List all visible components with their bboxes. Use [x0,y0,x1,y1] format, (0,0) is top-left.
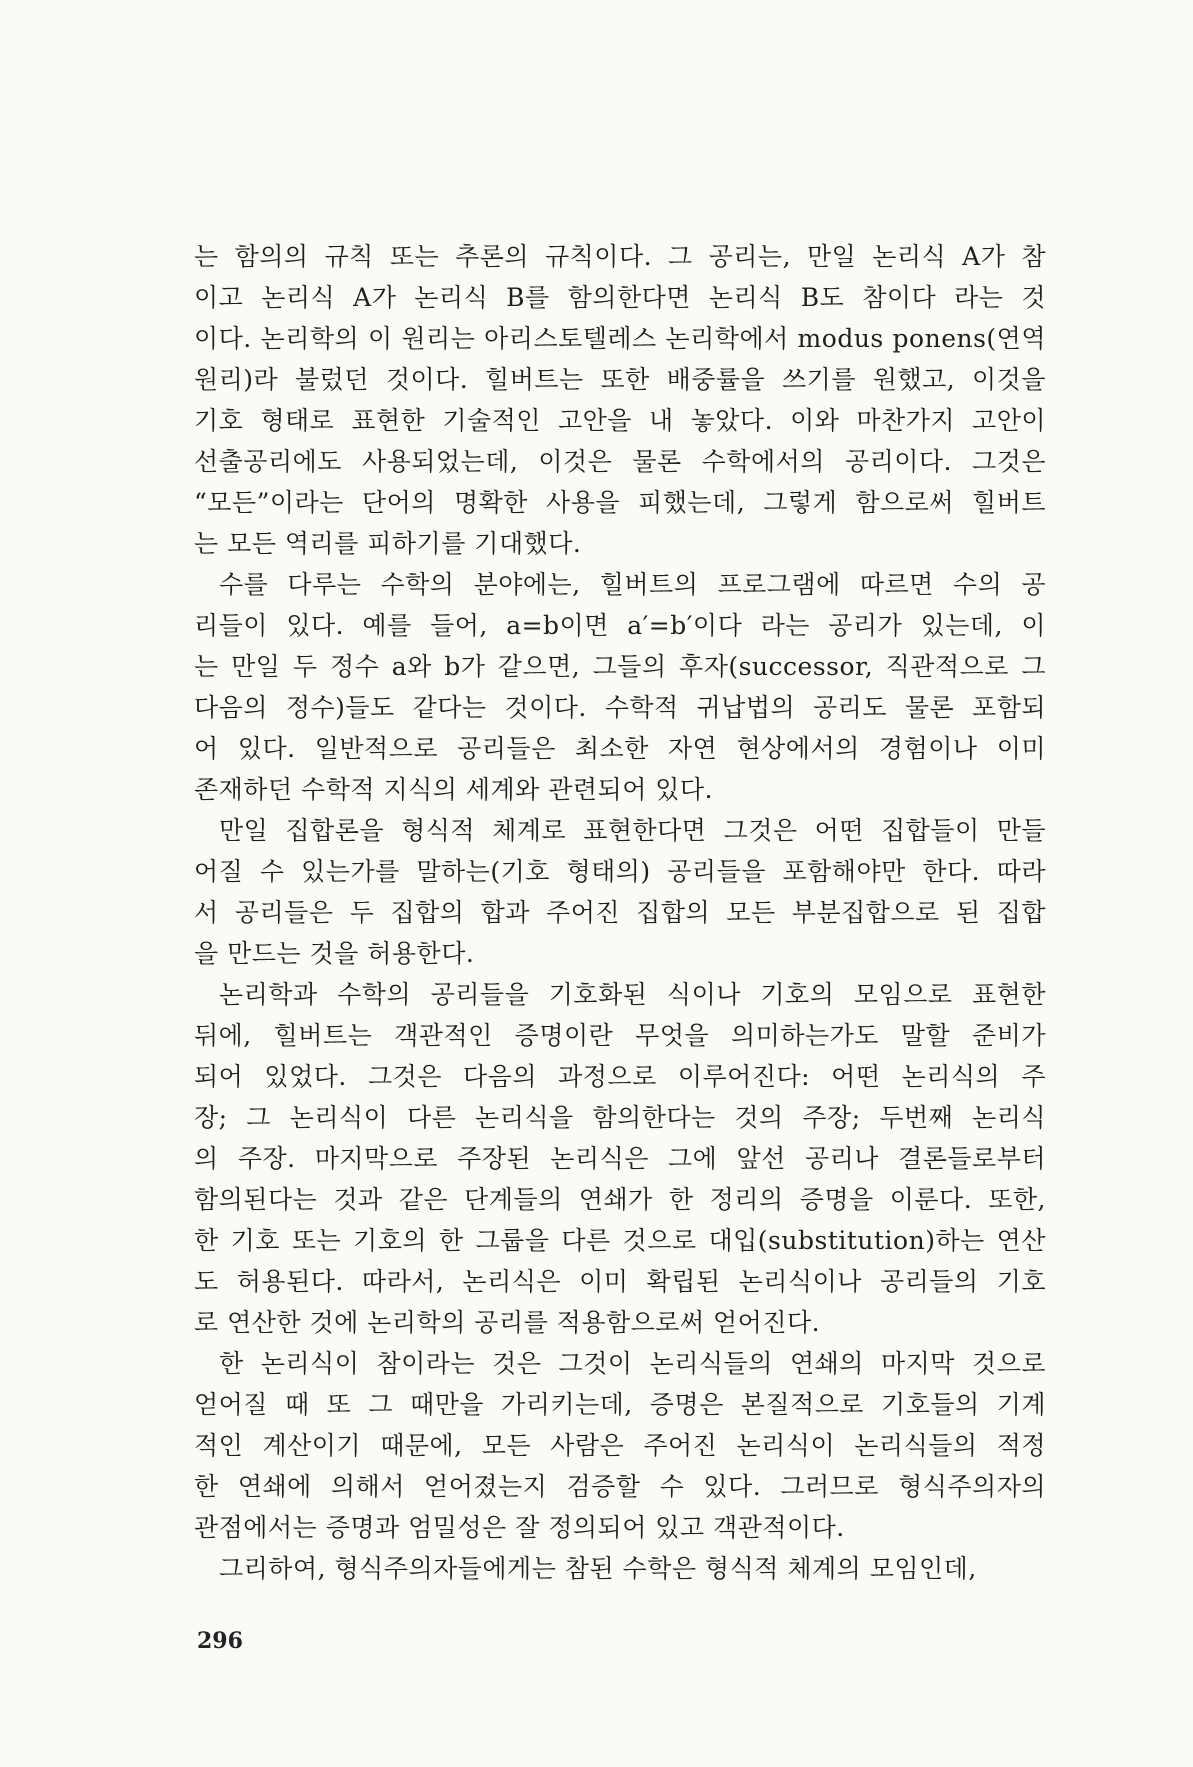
paragraph [194,564,1046,810]
text-line: 원리)라 불렀던 것이다. 힐버트는 또한 배중률을 쓰기를 원했고, 이것을 [194,365,1046,394]
text-line: 는 모든 역리를 피하기를 기대했다. [194,529,582,558]
text-line: 존재하던 수학적 지식의 세계와 관련되어 있다. [194,775,714,804]
text-line: 도 허용된다. 따라서, 논리식은 이미 확립된 논리식이나 공리들의 기호 [194,1267,1046,1296]
text-line: 기호 형태로 표현한 기술적인 고안을 내 놓았다. 이와 마찬가지 고안이 [194,406,1046,435]
paragraph [194,236,1046,564]
text-line: 한 논리식이 참이라는 것은 그것이 논리식들의 연쇄의 마지막 것으로 [219,1349,1046,1378]
text-line: 그리하여, 형식주의자들에게는 참된 수학은 형식적 체계의 모임인데, [219,1554,977,1583]
text-line: 선출공리에도 사용되었는데, 이것은 물론 수학에서의 공리이다. 그것은 [194,447,1046,476]
text-line: 수를 다루는 수학의 분야에는, 힐버트의 프로그램에 따르면 수의 공 [219,570,1046,599]
paragraph [194,810,1046,974]
body-text [194,236,1046,1589]
text-line: 는 함의의 규칙 또는 추론의 규칙이다. 그 공리는, 만일 논리식 A가 참 [194,242,1046,271]
text-line: 서 공리들은 두 집합의 합과 주어진 집합의 모든 부분집합으로 된 집합 [194,898,1046,927]
text-line: 한 기호 또는 기호의 한 그룹을 다른 것으로 대입(substitution)하는 연산 [194,1226,1046,1255]
text-line: 뒤에, 힐버트는 객관적인 증명이란 무엇을 의미하는가도 말할 준비가 [194,1021,1046,1050]
text-line: 관점에서는 증명과 엄밀성은 잘 정의되어 있고 객관적이다. [194,1513,845,1542]
text-line: 리들이 있다. 예를 들어, a=b이면 a′=b′이다 라는 공리가 있는데, 이 [194,611,1046,640]
text-line: 이다. 논리학의 이 원리는 아리스토텔레스 논리학에서 modus ponens(연역 [194,324,1046,353]
text-line: 이고 논리식 A가 논리식 B를 함의한다면 논리식 B도 참이다 라는 것 [194,283,1046,312]
text-line: 어질 수 있는가를 말하는(기호 형태의) 공리들을 포함해야만 한다. 따라 [194,857,1046,886]
page-number: 296 [197,1628,243,1654]
text-line: 논리학과 수학의 공리들을 기호화된 식이나 기호의 모임으로 표현한 [219,980,1046,1009]
text-line: “모든”이라는 단어의 명확한 사용을 피했는데, 그렇게 함으로써 힐버트 [194,488,1046,517]
text-line: 다음의 정수)들도 같다는 것이다. 수학적 귀납법의 공리도 물론 포함되 [194,693,1046,722]
text-line: 을 만드는 것을 허용한다. [194,939,475,968]
paragraph [194,1343,1046,1548]
text-line: 함의된다는 것과 같은 단계들의 연쇄가 한 정리의 증명을 이룬다. 또한, [194,1185,1046,1214]
text-line: 얻어질 때 또 그 때만을 가리키는데, 증명은 본질적으로 기호들의 기계 [194,1390,1046,1419]
text-line: 어 있다. 일반적으로 공리들은 최소한 자연 현상에서의 경험이나 이미 [194,734,1046,763]
text-line: 적인 계산이기 때문에, 모든 사람은 주어진 논리식이 논리식들의 적정 [194,1431,1046,1460]
text-line: 만일 집합론을 형식적 체계로 표현한다면 그것은 어떤 집합들이 만들 [219,816,1046,845]
text-line: 로 연산한 것에 논리학의 공리를 적용함으로써 얻어진다. [194,1308,821,1337]
paragraph [194,1548,1046,1589]
text-line: 는 만일 두 정수 a와 b가 같으면, 그들의 후자(successor, 직관적으로 그 [194,652,1046,681]
paragraph [194,974,1046,1343]
text-line: 한 연쇄에 의해서 얻어졌는지 검증할 수 있다. 그러므로 형식주의자의 [194,1472,1046,1501]
text-line: 되어 있었다. 그것은 다음의 과정으로 이루어진다: 어떤 논리식의 주 [194,1062,1046,1091]
text-line: 장; 그 논리식이 다른 논리식을 함의한다는 것의 주장; 두번째 논리식 [194,1103,1046,1132]
text-line: 의 주장. 마지막으로 주장된 논리식은 그에 앞선 공리나 결론들로부터 [194,1144,1046,1173]
